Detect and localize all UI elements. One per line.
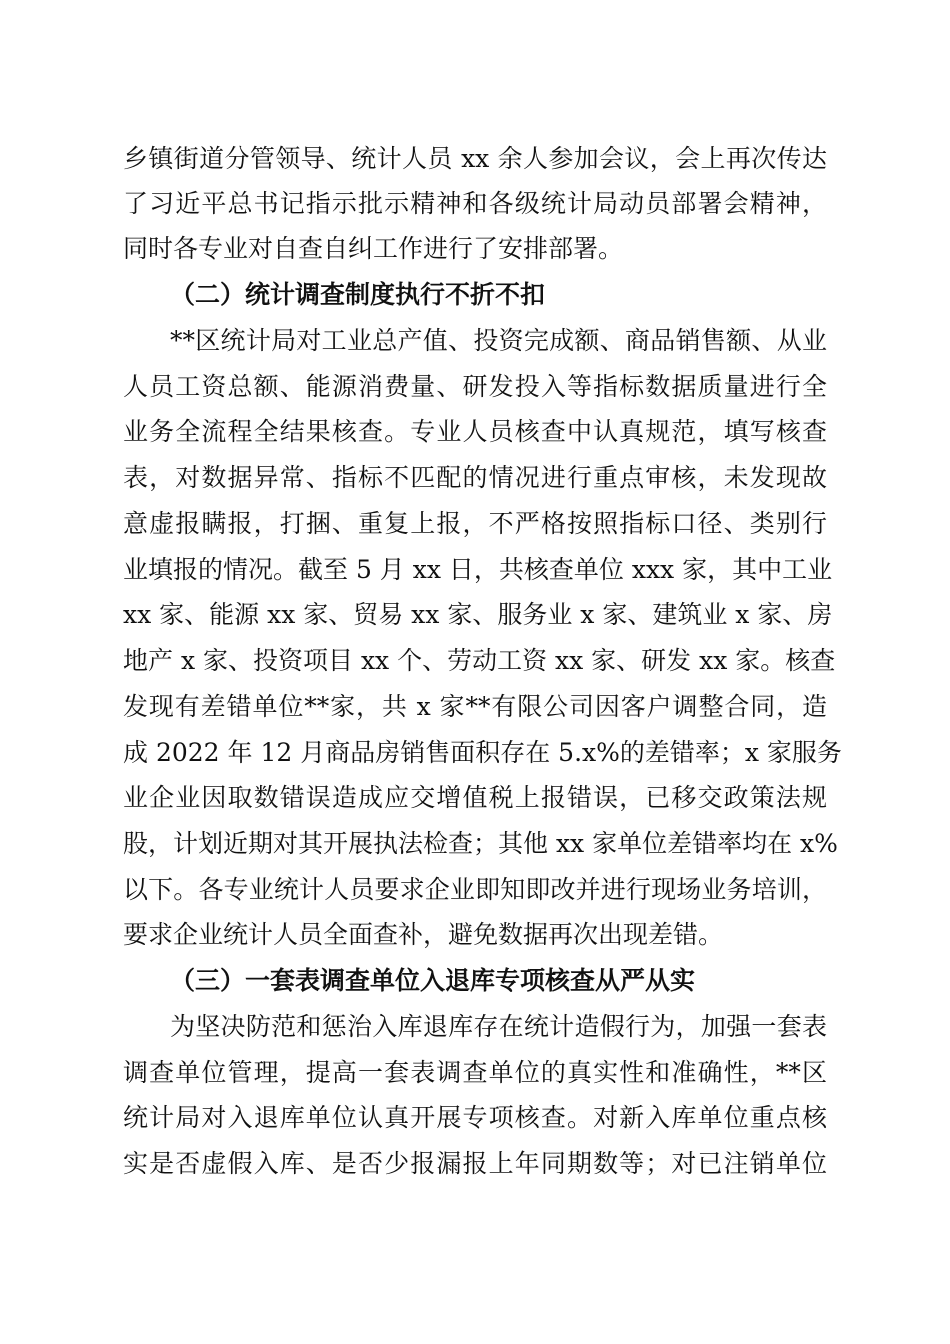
- paragraph-line: 业企业因取数错误造成应交增值税上报错误，已移交政策法规: [123, 783, 827, 812]
- paragraph-line: 同时各专业对自查自纠工作进行了安排部署。: [123, 234, 624, 263]
- paragraph-line: 以下。各专业统计人员要求企业即知即改并进行现场业务培训，: [123, 875, 827, 904]
- paragraph-line: **区统计局对工业总产值、投资完成额、商品销售额、从业: [170, 326, 827, 355]
- paragraph-line: 统计局对入退库单位认真开展专项核查。对新入库单位重点核: [123, 1103, 827, 1132]
- section-heading: （二）统计调查制度执行不折不扣: [170, 280, 546, 309]
- paragraph-line: 意虚报瞒报，打捆、重复上报，不严格按照指标口径、类别行: [123, 509, 827, 538]
- paragraph-line: 人员工资总额、能源消费量、研发投入等指标数据质量进行全: [123, 372, 827, 401]
- paragraph-line: 成 2022 年 12 月商品房销售面积存在 5.x%的差错率；x 家服务: [123, 738, 842, 767]
- paragraph-line: 调查单位管理，提高一套表调查单位的真实性和准确性，**区: [123, 1058, 827, 1087]
- paragraph-line: 业填报的情况。截至 5 月 xx 日，共核查单位 xxx 家，其中工业: [123, 555, 833, 584]
- paragraph-line: 地产 x 家、投资项目 xx 个、劳动工资 xx 家、研发 xx 家。核查: [123, 646, 836, 675]
- paragraph-line: 股，计划近期对其开展执法检查；其他 xx 家单位差错率均在 x%: [123, 829, 838, 858]
- paragraph-line: 要求企业统计人员全面查补，避免数据再次出现差错。: [123, 920, 724, 949]
- paragraph-line: 发现有差错单位**家，共 x 家**有限公司因客户调整合同，造: [123, 692, 827, 721]
- paragraph-line: 表，对数据异常、指标不匹配的情况进行重点审核，未发现故: [123, 463, 827, 492]
- paragraph-line: 业务全流程全结果核查。专业人员核查中认真规范，填写核查: [123, 417, 827, 446]
- paragraph-line: 实是否虚假入库、是否少报漏报上年同期数等；对已注销单位: [123, 1149, 827, 1178]
- paragraph-line: xx 家、能源 xx 家、贸易 xx 家、服务业 x 家、建筑业 x 家、房: [123, 600, 833, 629]
- paragraph-line: 乡镇街道分管领导、统计人员 xx 余人参加会议，会上再次传达: [123, 144, 827, 173]
- paragraph-line: 了习近平总书记指示批示精神和各级统计局动员部署会精神，: [123, 189, 827, 218]
- paragraph-line: 为坚决防范和惩治入库退库存在统计造假行为，加强一套表: [170, 1012, 827, 1041]
- section-heading: （三）一套表调查单位入退库专项核查从严从实: [170, 966, 696, 995]
